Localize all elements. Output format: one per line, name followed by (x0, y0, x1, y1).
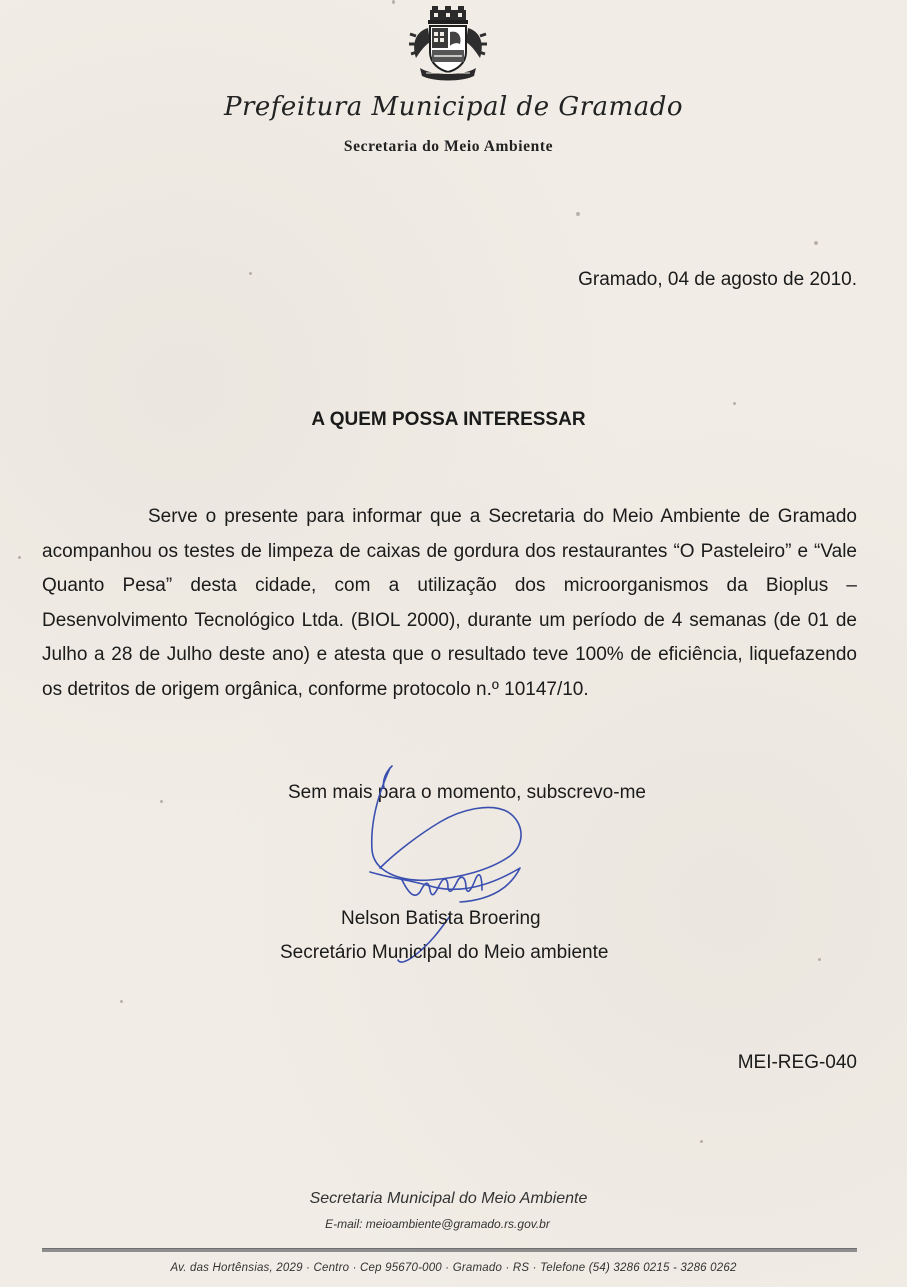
paper-speck (249, 272, 252, 275)
document-code: MEI-REG-040 (737, 1052, 857, 1073)
paper-speck (392, 0, 395, 4)
closing-line: Sem mais para o momento, subscrevo-me (288, 782, 646, 803)
footer-email: E-mail: meioambiente@gramado.rs.gov.br (325, 1217, 550, 1231)
paper-speck (160, 800, 163, 803)
footer-address: Av. das Hortênsias, 2029 · Centro · Cep 95670-000 · Gramado · RS · Telefone (54) 3286 0215 - 3286 0262 (170, 1262, 737, 1274)
paper-speck (700, 1140, 703, 1143)
letterhead-subtitle: Secretaria do Meio Ambiente (343, 138, 554, 155)
municipal-coat-of-arms-icon (408, 6, 488, 84)
date-line: Gramado, 04 de agosto de 2010. (578, 269, 857, 290)
paper-speck (818, 958, 821, 961)
footer-secretaria: Secretaria Municipal do Meio Ambiente (309, 1190, 588, 1207)
paper-speck (18, 556, 21, 559)
paper-speck (576, 212, 580, 216)
footer-divider (42, 1248, 857, 1252)
addressee-heading: A QUEM POSSA INTERESSAR (311, 409, 586, 430)
paper-speck (814, 241, 818, 245)
paper-speck (120, 1000, 123, 1003)
body-paragraph: Serve o presente para informar que a Secretaria do Meio Ambiente de Gramado acompanhou os testes de limpeza de caixas de gordura dos restaurantes “O Pasteleiro” e “Vale Quanto Pesa” desta cidade, com a utilização dos microorganismos da Bioplus – Desenvolvimento Tecnológico Ltda. (BIOL 2000), durante um período de 4 semanas (de 01 de Julho a 28 de Julho deste ano) e atesta que o resultado teve 100% de eficiência, liquefazendo os detritos de origem orgânica, conforme protocolo n.º 10147/10. (42, 506, 857, 700)
signer-role: Secretário Municipal do Meio ambiente (280, 942, 609, 963)
signer-name: Nelson Batista Broering (341, 908, 541, 929)
letterhead-title: Prefeitura Municipal de Gramado (224, 92, 683, 122)
paper-speck (733, 402, 736, 405)
